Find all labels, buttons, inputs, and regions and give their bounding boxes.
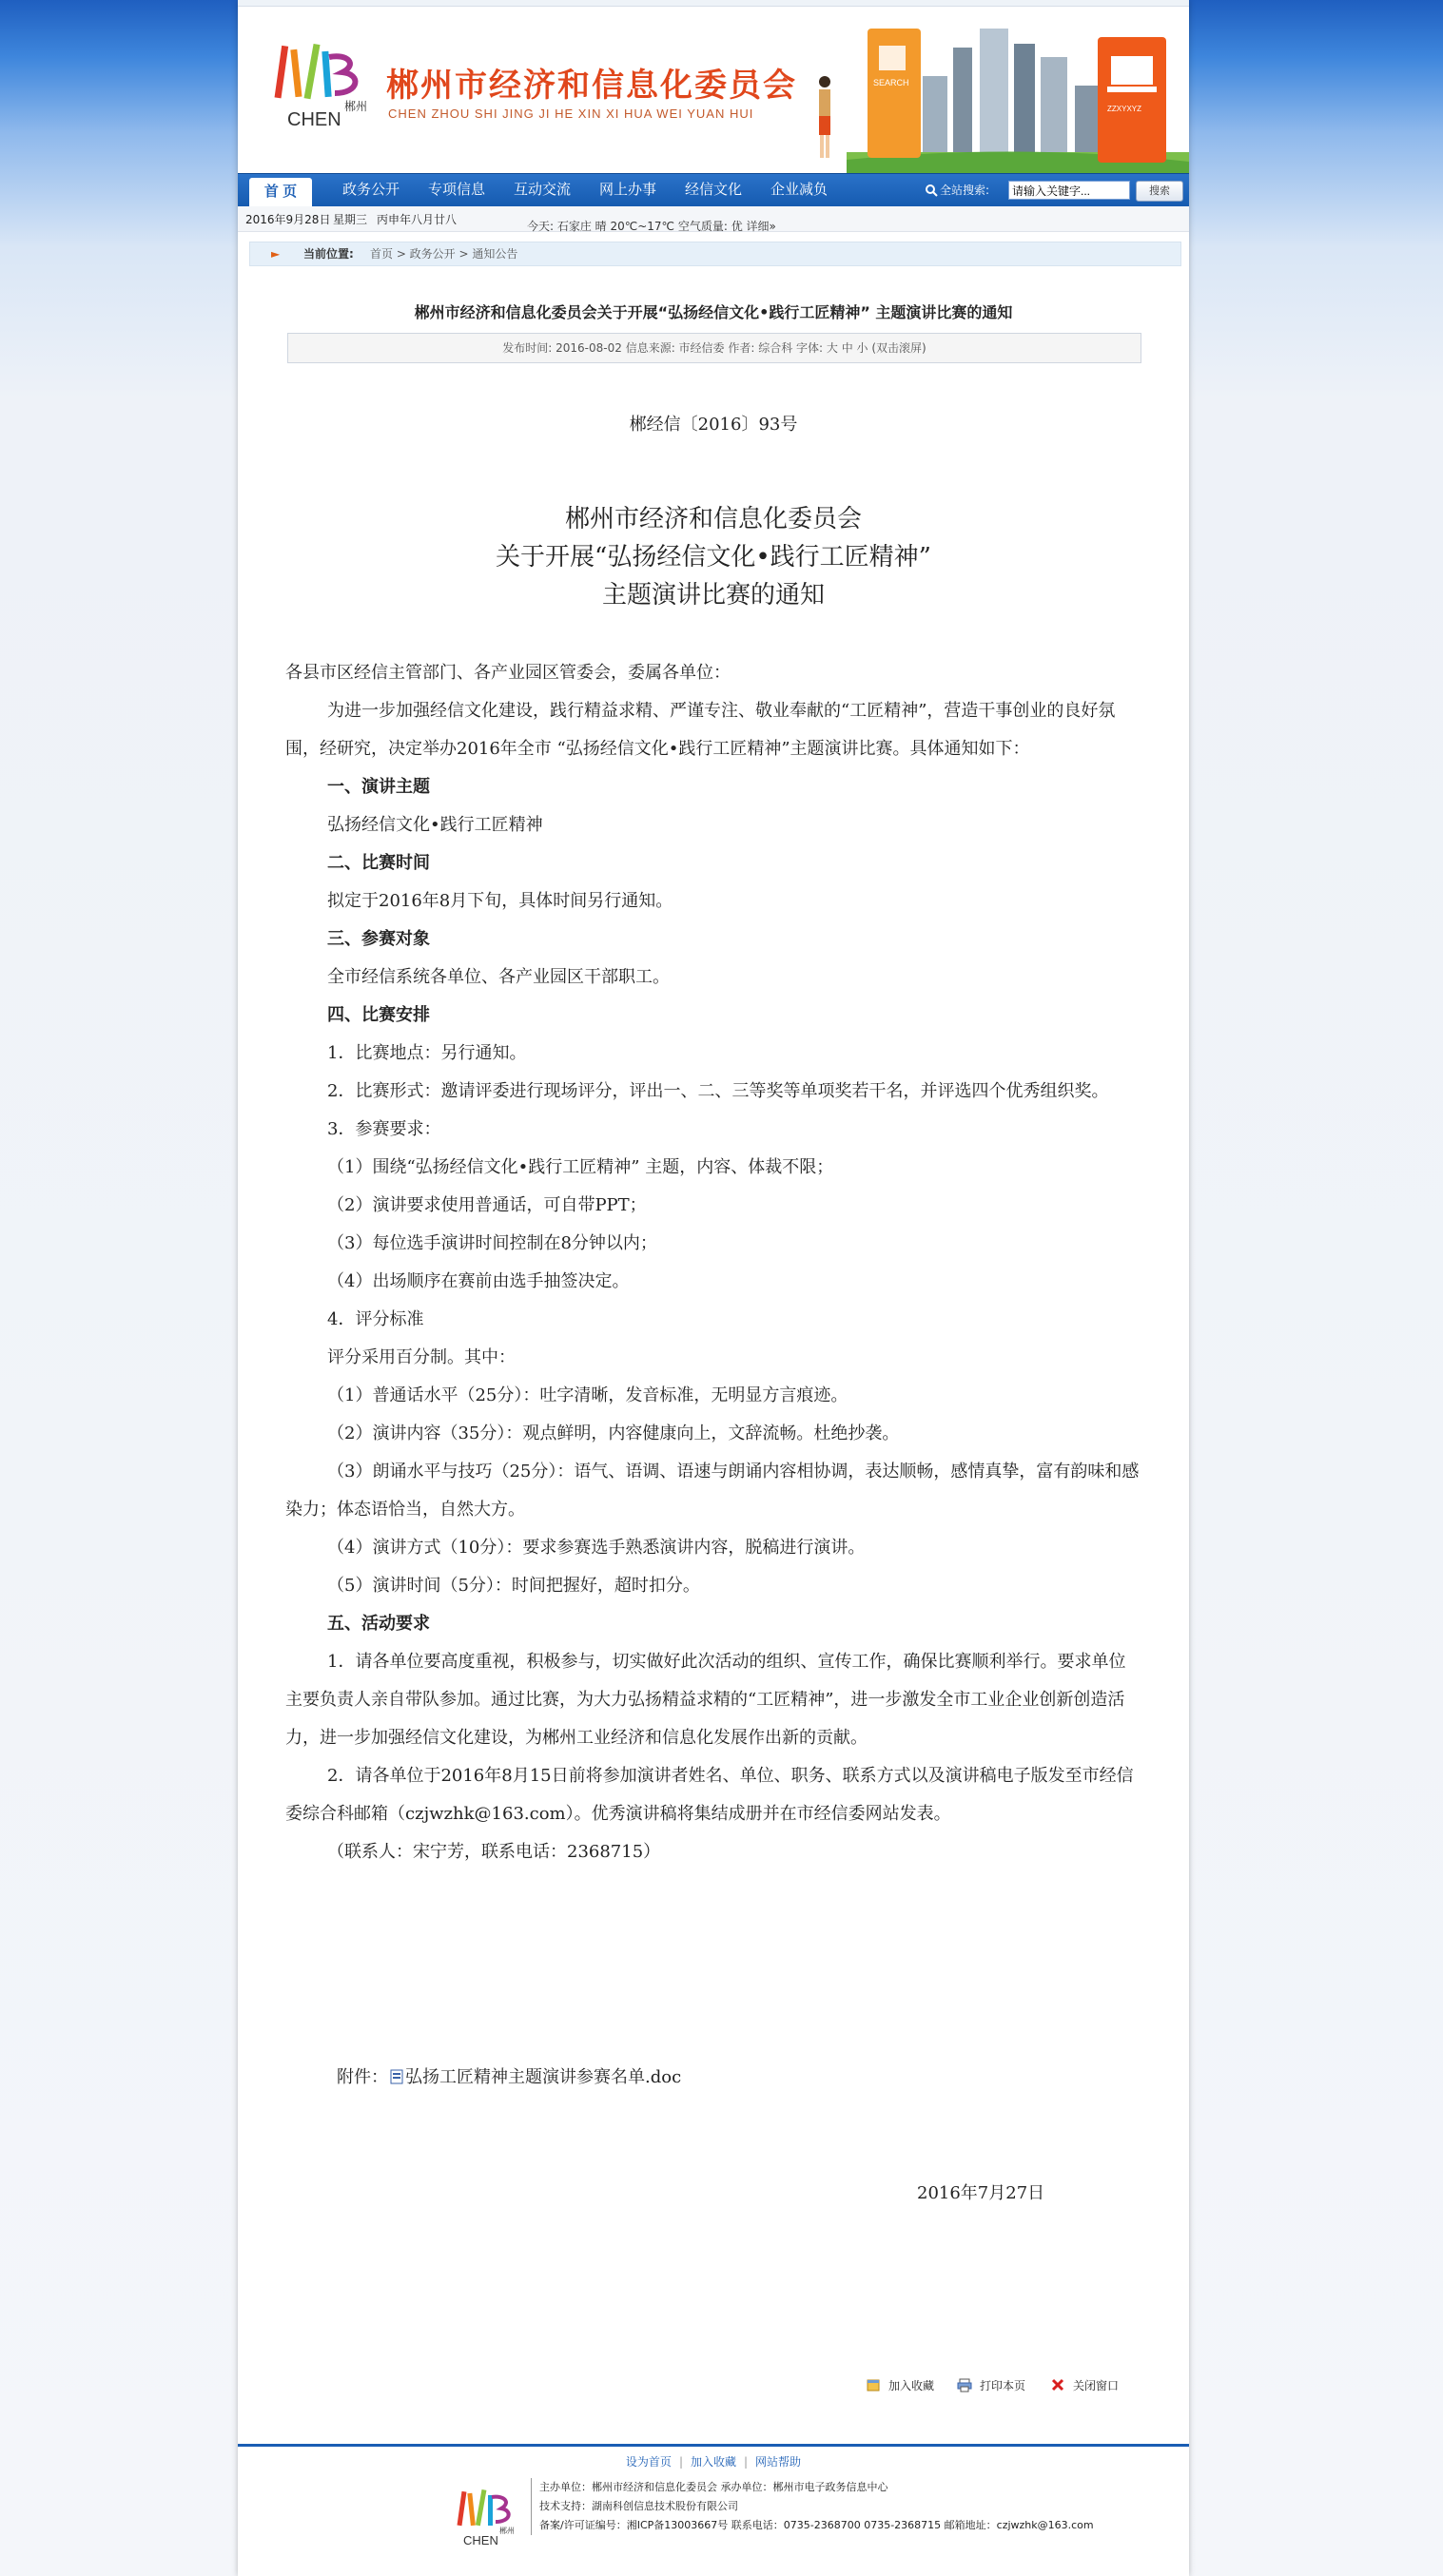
body-paragraph: 评分采用百分制。其中：: [327, 1347, 516, 1367]
body-paragraph: 1．比赛地点：另行通知。: [327, 1043, 527, 1063]
section-heading: 一、演讲主题: [327, 777, 430, 797]
logo-big-text: CHEN: [287, 109, 341, 130]
weather-widget[interactable]: 今天: 石家庄 晴 20℃~17℃ 空气质量: 优 详细»: [527, 220, 776, 233]
footer-logo-small-text: 郴州: [499, 2527, 515, 2535]
body-paragraph: 2．比赛形式：邀请评委进行现场评分，评出一、二、三等奖等单项奖若干名，并评选四个优秀组织奖。: [327, 1081, 1109, 1101]
magnifier-icon: [925, 184, 938, 197]
body-paragraph: 各县市区经信主管部门、各产业园区管委会，委属各单位：: [285, 663, 731, 683]
document-heading: [238, 500, 1189, 614]
site-banner: [238, 0, 1189, 173]
nav-item-culture[interactable]: 经信文化: [684, 182, 742, 198]
doc-file-icon: [390, 2069, 403, 2084]
add-favorite-label: 加入收藏: [888, 2379, 935, 2392]
nav-item-home[interactable]: 首 页: [249, 178, 312, 206]
search-label: 全站搜索:: [940, 184, 990, 197]
body-paragraph: （4）出场顺序在赛前由选手抽签决定。: [327, 1271, 630, 1291]
document-heading-line: 主题演讲比赛的通知: [601, 581, 825, 610]
banner-top-strip: [238, 0, 1189, 7]
nav-item-special-info[interactable]: 专项信息: [427, 182, 485, 198]
document-heading-line: 郴州市经济和信息化委员会: [564, 505, 862, 533]
search-button[interactable]: 搜索: [1136, 181, 1183, 202]
body-paragraph: （1）围绕“弘扬经信文化•践行工匠精神” 主题，内容、体裁不限；: [327, 1157, 834, 1177]
print-icon: [957, 2377, 972, 2392]
footer-links: 设为首页 | 加入收藏 | 网站帮助: [625, 2455, 802, 2469]
body-paragraph: 2．请各单位于2016年8月15日前将参加演讲者姓名、单位、职务、联系方式以及演讲稿电子版发至市经信委综合科邮箱（czjwzhk@163.com）。优秀演讲稿将集结成册并在市经信委网站发表。: [285, 1766, 1134, 1824]
date-bar: [238, 206, 1189, 232]
footer-icp: 备案/许可证编号：湘ICP备13003667号 联系电话：0735-2368700 0735-2368715 邮箱地址：czjwzhk@163.com: [531, 2516, 1140, 2535]
laptop-card-graphic: [1094, 33, 1170, 166]
nav-item-online-service[interactable]: 网上办事: [598, 182, 656, 198]
body-paragraph: （3）朗诵水平与技巧（25分）：语气、语调、语速与朗诵内容相协调，表达顺畅，感情真挚，富有韵味和感染力；体态语恰当，自然大方。: [285, 1462, 1140, 1520]
breadcrumb: [249, 242, 1181, 266]
body-paragraph: （3）每位选手演讲时间控制在8分钟以内；: [327, 1233, 657, 1253]
laptop-card-text: ZZXYXYZ: [1107, 105, 1142, 113]
footer-sponsor: 主办单位：郴州市经济和信息化委员会 承办单位：郴州市电子政务信息中心: [531, 2478, 1140, 2497]
document-heading-line: 关于开展“弘扬经信文化•践行工匠精神”: [496, 543, 931, 571]
body-paragraph: 拟定于2016年8月下旬，具体时间另行通知。: [327, 891, 673, 911]
body-paragraph: （2）演讲要求使用普通话，可自带PPT；: [327, 1195, 647, 1215]
add-favorite-link[interactable]: [866, 2377, 934, 2394]
close-window-label: 关闭窗口: [1073, 2379, 1120, 2392]
page-container: [238, 0, 1189, 2576]
article-title: 郴州市经济和信息化委员会关于开展“弘扬经信文化•践行工匠精神” 主题演讲比赛的通知: [414, 303, 1013, 321]
body-paragraph: （联系人：宋宁芳，联系电话：2368715）: [327, 1842, 661, 1862]
attachment-file-link[interactable]: 弘扬工匠精神主题演讲参赛名单.doc: [405, 2067, 682, 2087]
body-paragraph: （1）普通话水平（25分）：吐字清晰，发音标准，无明显方言痕迹。: [327, 1385, 848, 1405]
main-nav: [238, 173, 1189, 206]
search-card-graphic: [866, 27, 923, 160]
nav-item-interaction[interactable]: 互动交流: [513, 182, 571, 198]
body-paragraph: 为进一步加强经信文化建设，践行精益求精、严谨专注、敬业奉献的“工匠精神”，营造干事创业的良好氛围，经研究，决定举办2016年全市 “弘扬经信文化•践行工匠精神”主题演讲比赛。具体通知如下：: [285, 701, 1116, 759]
site-logo[interactable]: [266, 36, 380, 131]
favorite-icon: [866, 2377, 881, 2392]
body-paragraph: 全市经信系统各单位、各产业园区干部职工。: [327, 967, 670, 987]
print-page-label: 打印本页: [980, 2379, 1026, 2392]
breadcrumb-label: 当前位置:: [303, 247, 354, 261]
site-subtitle: CHEN ZHOU SHI JING JI HE XIN XI HUA WEI YUAN HUI: [388, 107, 754, 121]
body-paragraph: 弘扬经信文化•践行工匠精神: [327, 815, 543, 835]
footer-logo: [452, 2484, 518, 2550]
footer-divider: [238, 2444, 1189, 2447]
section-heading: 二、比赛时间: [327, 853, 430, 873]
document-number: 郴经信〔2016〕93号: [629, 415, 798, 435]
document-body: [285, 654, 1141, 1871]
footer-tech-support: 技术支持：湖南科创信息技术股份有限公司: [531, 2497, 1140, 2516]
body-paragraph: 3．参赛要求：: [327, 1119, 441, 1139]
search-card-text: SEARCH: [873, 78, 909, 87]
section-heading: 五、活动要求: [327, 1614, 430, 1634]
current-date: 2016年9月28日: [245, 213, 331, 226]
section-heading: 四、比赛安排: [327, 1005, 430, 1025]
site-title: 郴州市经济和信息化委员会: [386, 67, 797, 105]
attachment-row: [337, 2063, 681, 2088]
section-heading: 三、参赛对象: [327, 929, 430, 949]
breadcrumb-arrow-icon: ►: [271, 247, 281, 261]
body-paragraph: （5）演讲时间（5分）：时间把握好，超时扣分。: [327, 1576, 700, 1596]
footer-logo-big-text: CHEN: [463, 2533, 498, 2547]
logo-small-text: 郴州: [344, 100, 368, 113]
breadcrumb-path[interactable]: 首页 > 政务公开 > 通知公告: [370, 247, 518, 261]
print-page-link[interactable]: [957, 2377, 1025, 2394]
body-paragraph: （2）演讲内容（35分）：观点鲜明，内容健康向上，文辞流畅。杜绝抄袭。: [327, 1424, 900, 1443]
footer-link-set-home[interactable]: 设为首页: [625, 2455, 672, 2469]
body-paragraph: （4）演讲方式（10分）：要求参赛选手熟悉演讲内容，脱稿进行演讲。: [327, 1538, 866, 1558]
body-paragraph: 4．评分标准: [327, 1309, 424, 1329]
footer-info: [531, 2478, 1140, 2535]
body-paragraph: 1．请各单位要高度重视，积极参与，切实做好此次活动的组织、宣传工作，确保比赛顺利举行。要求单位主要负责人亲自带队参加。通过比赛，为大力弘扬精益求精的“工匠精神”，进一步激发全市工业企业创新创造活力，进一步加强经信文化建设，为郴州工业经济和信息化发展作出新的贡献。: [285, 1652, 1126, 1748]
current-weekday: 星期三: [333, 213, 368, 226]
search-input[interactable]: [1008, 181, 1130, 200]
lunar-date: 丙申年八月廿八: [377, 213, 458, 226]
article-meta: 发布时间: 2016-08-02 信息来源: 市经信委 作者: 综合科 字体: 大 中 小 (双击滚屏): [287, 333, 1141, 363]
close-window-link[interactable]: [1050, 2377, 1119, 2394]
nav-item-enterprise[interactable]: 企业减负: [770, 182, 828, 198]
footer-link-favorite[interactable]: 加入收藏: [690, 2455, 736, 2469]
close-icon: [1050, 2377, 1065, 2392]
nav-item-government-affairs[interactable]: 政务公开: [341, 182, 400, 198]
attachment-label: 附件：: [337, 2067, 388, 2087]
sign-date: 2016年7月27日: [917, 2183, 1045, 2203]
person-illustration: [813, 74, 836, 160]
footer-link-help[interactable]: 网站帮助: [755, 2455, 802, 2469]
